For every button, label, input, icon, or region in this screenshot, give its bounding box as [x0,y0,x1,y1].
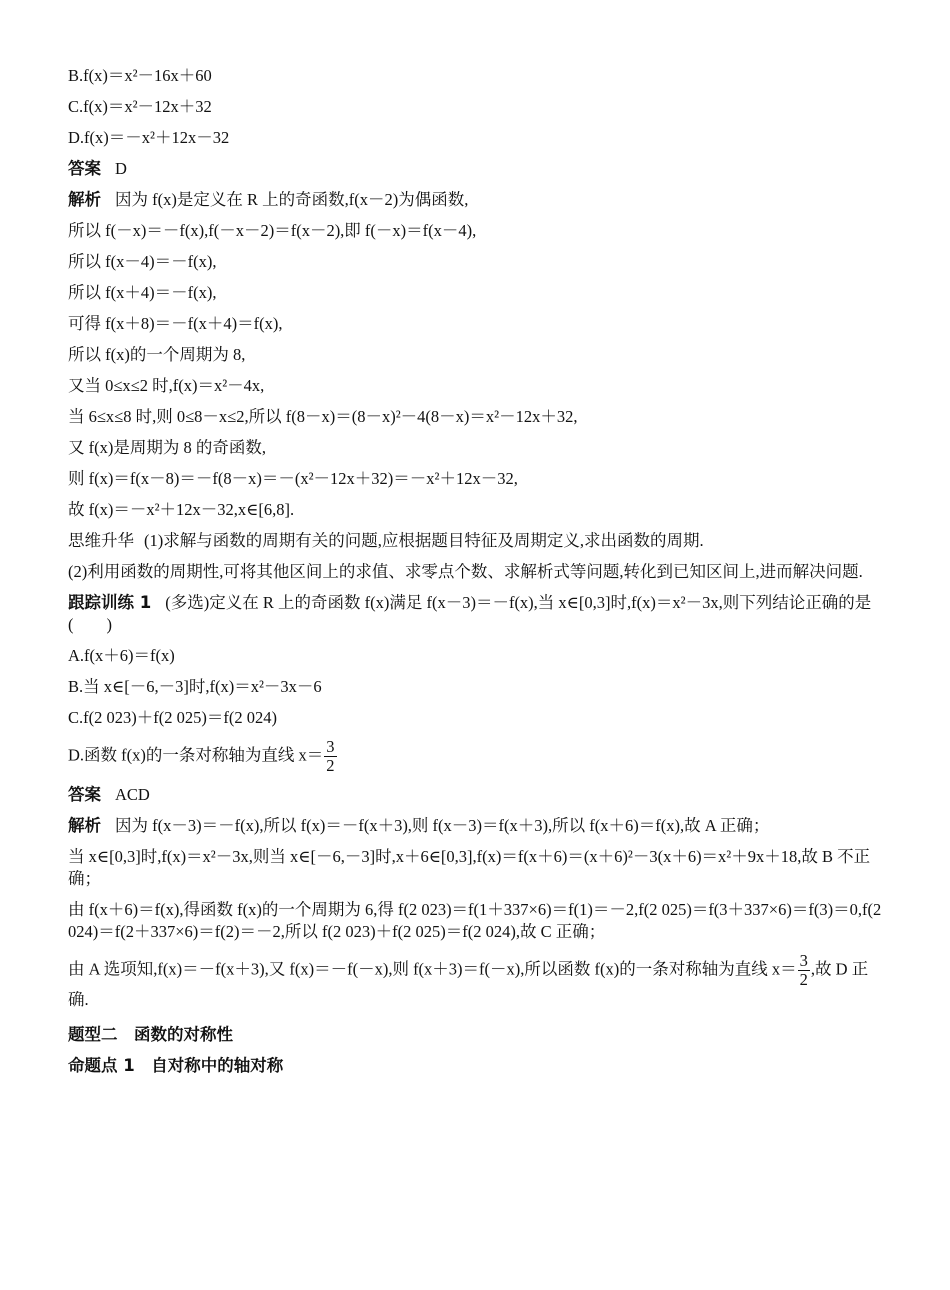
analysis-1-line: 所以 f(x－4)＝－f(x), [68,252,217,271]
analysis-1-line: 所以 f(x＋4)＝－f(x), [68,283,217,302]
fraction: $\frac{3}{2}$ [326,737,335,775]
answer-label: 答案 [68,159,101,178]
analysis-2-p1: 解析 因为 f(x－3)＝－f(x),所以 f(x)＝－f(x＋3),则 f(x－3)＝f(x＋3),所以 f(x＋6)＝f(x),故 A 正确； [68,816,770,835]
section-type-title: 题型二 函数的对称性 [68,1025,233,1044]
answer-value: D [115,159,127,178]
thinking-label: 思维升华 [68,531,134,550]
analysis-1-line: 又 f(x)是周期为 8 的奇函数, [68,438,266,457]
option-b-prev: B.f(x)＝x²－16x＋60 [68,66,212,85]
practice-option-c: C.f(2 023)＋f(2 025)＝f(2 024) [68,708,277,727]
practice-label: 跟踪训练 1 [68,593,152,612]
analysis-2-p2: 当 x∈[0,3]时,f(x)＝x²－3x,则当 x∈[－6,－3]时,x＋6∈[0,3],f(x)＝f(x＋6)＝(x＋6)²－3(x＋6)＝x²＋9x＋18,故 B 不正确； [68,847,871,888]
analysis-1-line-0: 解析 因为 f(x)是定义在 R 上的奇函数,f(x－2)为偶函数, [68,190,469,209]
fraction: $\frac{3}{2}$ [799,951,808,989]
analysis-2-p3: 由 f(x＋6)＝f(x),得函数 f(x)的一个周期为 6,得 f(2 023)＝f(1＋337×6)＝f(1)＝－2,f(2 025)＝f(3＋337×6)＝f(3)＝0,f(2 024)＝f(2＋337×6)＝f(2)＝－2,所以 f(2 023)＋f(2 025)＝f(2 024),故 C 正确； [68,900,882,941]
practice-stem: 跟踪训练 1 (多选)定义在 R 上的奇函数 f(x)满足 f(x－3)＝－f(x),当 x∈[0,3]时,f(x)＝x²－3x,则下列结论正确的是( ) [68,593,872,634]
answer-1 [68,153,888,184]
option-c-prev: C.f(x)＝x²－12x＋32 [68,97,212,116]
analysis-2-p4: 由 A 选项知,f(x)＝－f(x＋3),又 f(x)＝－f(－x),则 f(x＋3)＝f(－x),所以函数 f(x)的一条对称轴为直线 x＝ $\frac{3}{2}$ ,故 D 正确. [68,951,869,1009]
analysis-1-line: 则 f(x)＝f(x－8)＝－f(8－x)＝－(x²－12x＋32)＝－x²＋12x－32, [68,469,518,488]
answer-label: 答案 [68,785,101,804]
answer-value: ACD [115,785,150,804]
answer-2 [68,779,888,810]
practice-option-b: B.当 x∈[－6,－3]时,f(x)＝x²－3x－6 [68,677,322,696]
thinking-p2: (2)利用函数的周期性,可将其他区间上的求值、求零点个数、求解析式等问题,转化到已知区间上,进而解决问题. [68,562,863,581]
section-point-title: 命题点 1 自对称中的轴对称 [68,1056,284,1075]
analysis-label: 解析 [68,190,101,209]
document-page [68,60,888,1081]
practice-option-d: D.函数 f(x)的一条对称轴为直线 x＝ $\frac{3}{2}$ [68,737,335,775]
analysis-1-line: 又当 0≤x≤2 时,f(x)＝x²－4x, [68,376,265,395]
analysis-1-line: 当 6≤x≤8 时,则 0≤8－x≤2,所以 f(8－x)＝(8－x)²－4(8－x)＝x²－12x＋32, [68,407,578,426]
analysis-1-line: 所以 f(－x)＝－f(x),f(－x－2)＝f(x－2),即 f(－x)＝f(x－4), [68,221,477,240]
analysis-label: 解析 [68,816,101,835]
thinking-p1: 思维升华 (1)求解与函数的周期有关的问题,应根据题目特征及周期定义,求出函数的周期. [68,531,704,550]
analysis-1-line: 所以 f(x)的一个周期为 8, [68,345,246,364]
option-d-prev: D.f(x)＝－x²＋12x－32 [68,128,230,147]
analysis-1-line: 故 f(x)＝－x²＋12x－32,x∈[6,8]. [68,500,295,519]
analysis-1-line: 可得 f(x＋8)＝－f(x＋4)＝f(x), [68,314,283,333]
practice-option-a: A.f(x＋6)＝f(x) [68,646,175,665]
